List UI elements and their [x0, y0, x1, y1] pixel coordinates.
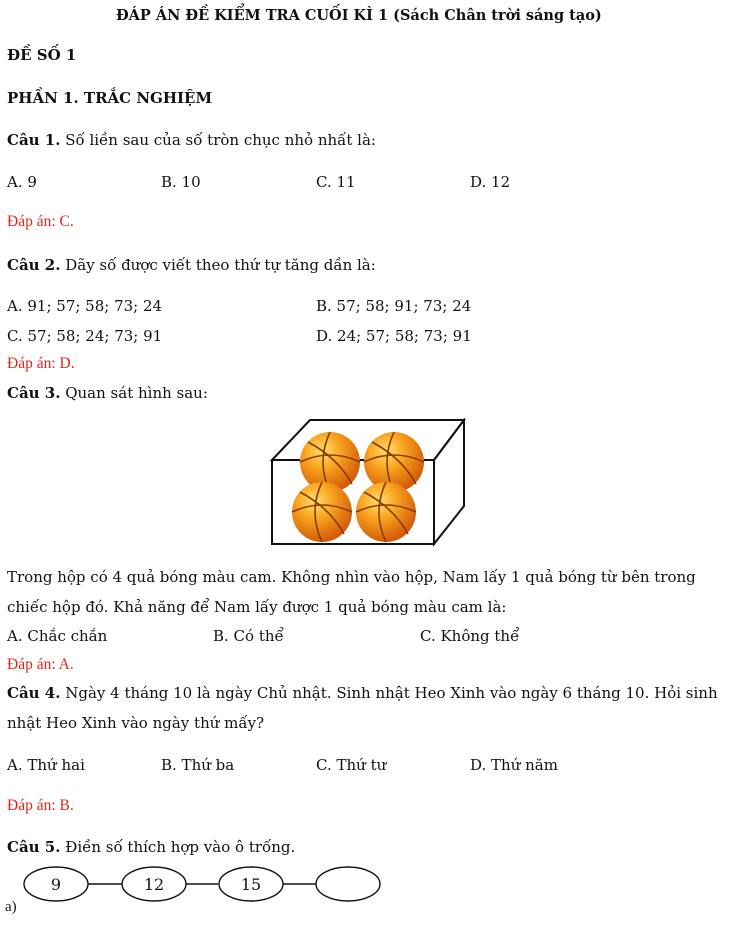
part-a-label: a)	[5, 899, 17, 915]
box-with-balls-figure	[268, 418, 468, 550]
q4-option-b: B. Thứ ba	[161, 756, 235, 774]
q3-option-a: A. Chắc chắn	[7, 627, 108, 645]
question-2-text: Dãy số được viết theo thứ tự tăng dần là:	[60, 256, 376, 274]
sequence-value-1: 9	[50, 875, 62, 894]
ball-bottom-right	[356, 482, 416, 542]
question-2-label: Câu 2.	[7, 256, 61, 274]
question-4-label: Câu 4.	[7, 684, 61, 702]
q2-option-d: D. 24; 57; 58; 73; 91	[316, 327, 472, 345]
q2-option-b: B. 57; 58; 91; 73; 24	[316, 297, 472, 315]
q2-answer: Đáp án: D.	[7, 355, 75, 372]
sequence-value-3: 15	[240, 875, 262, 894]
question-5-text: Điền số thích hợp vào ô trống.	[60, 838, 296, 856]
part-heading: PHẦN 1. TRẮC NGHIỆM	[7, 89, 213, 107]
question-3	[7, 384, 208, 402]
question-3-label: Câu 3.	[7, 384, 61, 402]
question-4-text: Ngày 4 tháng 10 là ngày Chủ nhật. Sinh nhật Heo Xinh vào ngày 6 tháng 10. Hỏi sinh	[60, 684, 718, 702]
q4-option-d: D. Thứ năm	[470, 756, 558, 774]
q3-text-line-2: chiếc hộp đó. Khả năng để Nam lấy được 1 quả bóng màu cam là:	[7, 598, 507, 616]
q1-option-b: B. 10	[161, 173, 201, 191]
question-3-text: Quan sát hình sau:	[60, 384, 208, 402]
exam-number: ĐỀ SỐ 1	[7, 46, 77, 64]
question-1-text: Số liền sau của số tròn chục nhỏ nhất là:	[60, 131, 376, 149]
q4-text-line-2: nhật Heo Xinh vào ngày thứ mấy?	[7, 714, 265, 732]
q2-option-c: C. 57; 58; 24; 73; 91	[7, 327, 163, 345]
number-sequence	[0, 860, 400, 928]
q4-option-c: C. Thứ tư	[316, 756, 387, 774]
ball-bottom-left	[292, 482, 352, 542]
question-1-label: Câu 1.	[7, 131, 61, 149]
q1-option-c: C. 11	[316, 173, 356, 191]
q3-option-c: C. Không thể	[420, 627, 520, 645]
question-2	[7, 256, 376, 274]
q3-option-b: B. Có thể	[213, 627, 284, 645]
q2-option-a: A. 91; 57; 58; 73; 24	[7, 297, 163, 315]
q4-option-a: A. Thứ hai	[7, 756, 85, 774]
page-title: ĐÁP ÁN ĐỀ KIỂM TRA CUỐI KÌ 1 (Sách Chân trời sáng tạo)	[116, 7, 602, 24]
q1-option-a: A. 9	[7, 173, 37, 191]
q1-answer: Đáp án: C.	[7, 213, 74, 230]
question-4	[7, 684, 718, 702]
question-5-label: Câu 5.	[7, 838, 61, 856]
question-1	[7, 131, 376, 149]
q3-answer: Đáp án: A.	[7, 656, 74, 673]
ball-top-right	[364, 432, 424, 492]
sequence-oval-blank[interactable]	[316, 867, 380, 901]
question-5	[7, 838, 295, 856]
q1-option-d: D. 12	[470, 173, 511, 191]
ball-top-left	[300, 432, 360, 492]
q3-text-line-1: Trong hộp có 4 quả bóng màu cam. Không nhìn vào hộp, Nam lấy 1 quả bóng từ bên trong	[7, 568, 696, 586]
q4-answer: Đáp án: B.	[7, 797, 74, 814]
sequence-value-2: 12	[143, 875, 165, 894]
